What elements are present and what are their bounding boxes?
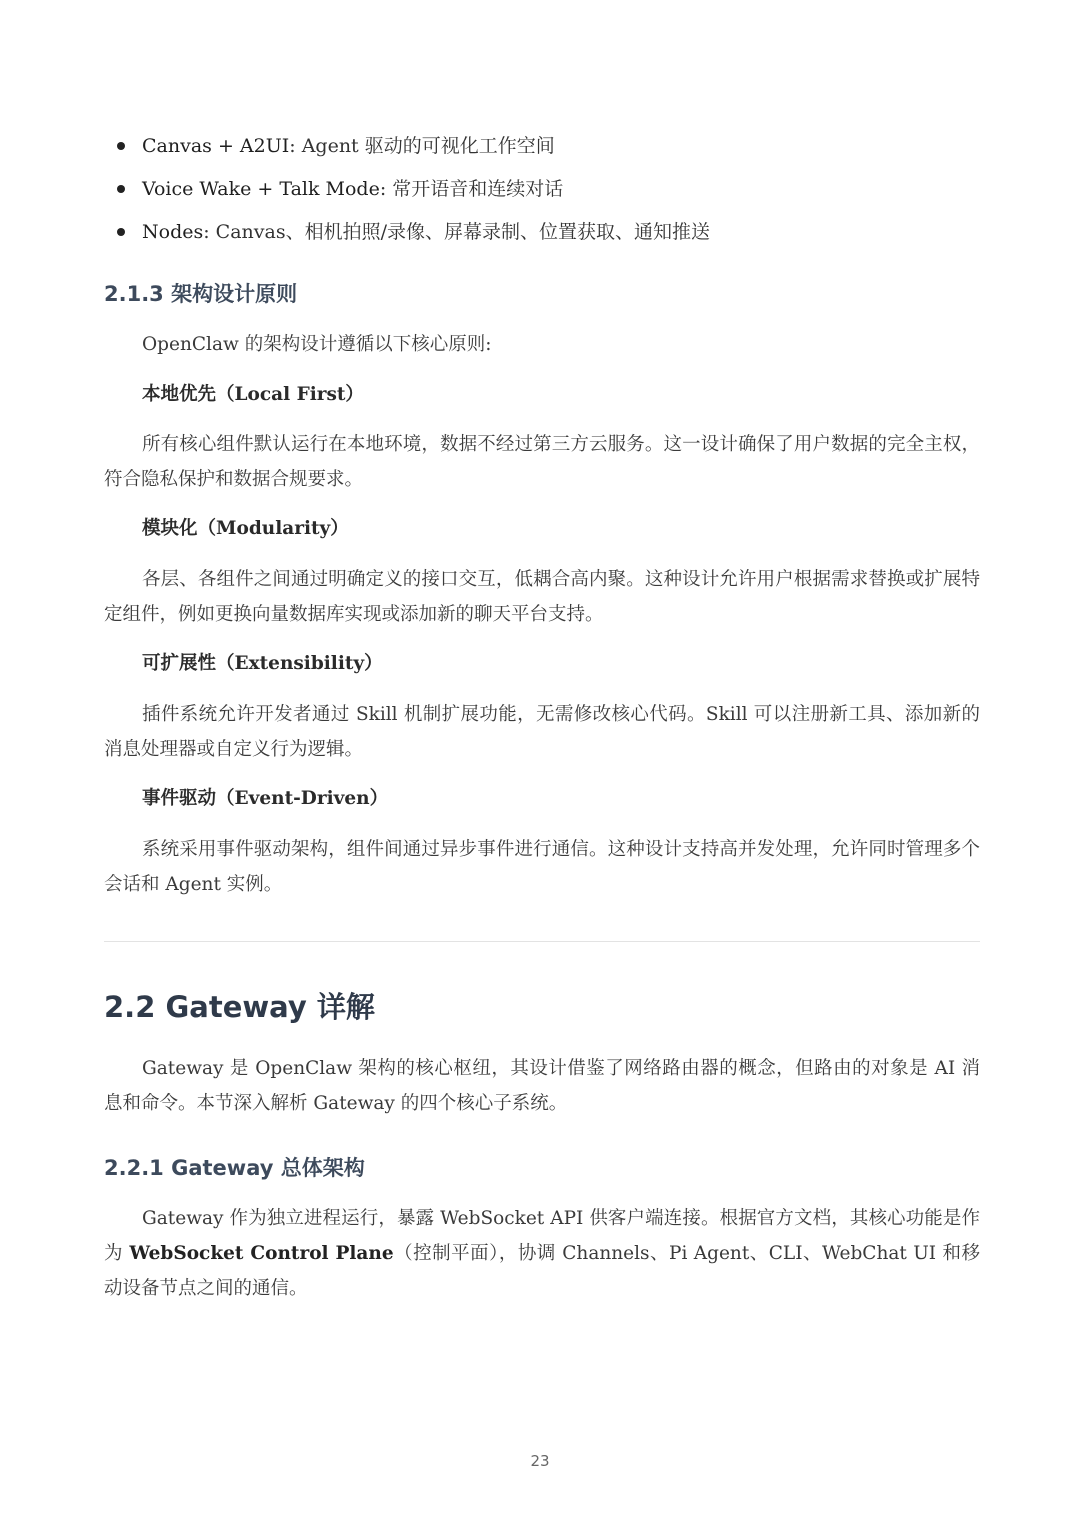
- principle-title-modularity: 模块化（Modularity）: [142, 518, 349, 539]
- bullet-desc: : Agent 驱动的可视化工作空间: [289, 135, 555, 157]
- bullet-icon: [117, 185, 125, 193]
- list-item: [104, 214, 980, 257]
- principle-title-local-first: 本地优先（Local First）: [142, 384, 364, 405]
- section-intro: OpenClaw 的架构设计遵循以下核心原则:: [142, 334, 492, 355]
- body-text: Gateway 作为独立进程运行，暴露 WebSocket API 供客户端连接。根据官方文档，其核心功能是作为: [104, 1208, 980, 1264]
- bullet-desc: : 常开语音和连续对话: [379, 178, 564, 200]
- control-plane-term: WebSocket Control Plane: [129, 1243, 394, 1264]
- list-item: [104, 171, 980, 214]
- bullet-term: Canvas + A2UI: [142, 135, 290, 157]
- principle-body-event-driven: 系统采用事件驱动架构，组件间通过异步事件进行通信。这种设计支持高并发处理，允许同时管理多个会话和 Agent 实例。: [104, 839, 980, 895]
- bullet-icon: [117, 228, 125, 236]
- feature-bullet-list: [104, 128, 980, 257]
- principle-title-extensibility: 可扩展性（Extensibility）: [142, 653, 383, 674]
- bullet-icon: [117, 142, 125, 150]
- gateway-architecture-body: [104, 1201, 980, 1306]
- section-divider: [104, 941, 980, 942]
- bullet-term: Nodes: [142, 221, 204, 243]
- list-item: [104, 128, 980, 171]
- page-number: 23: [530, 1452, 550, 1470]
- body-text: （控制平面），协调 Channels、Pi Agent、CLI、WebChat UI 和移动设备节点之间的通信。: [104, 1243, 980, 1299]
- section-heading-2-2: 2.2 Gateway 详解: [104, 990, 375, 1024]
- section-heading-2-1-3: 2.1.3 架构设计原则: [104, 282, 298, 306]
- principle-title-event-driven: 事件驱动（Event-Driven）: [142, 788, 389, 809]
- section-heading-2-2-1: 2.2.1 Gateway 总体架构: [104, 1156, 365, 1180]
- principle-body-modularity: 各层、各组件之间通过明确定义的接口交互，低耦合高内聚。这种设计允许用户根据需求替换或扩展特定组件，例如更换向量数据库实现或添加新的聊天平台支持。: [104, 569, 980, 625]
- gateway-intro: Gateway 是 OpenClaw 架构的核心枢纽，其设计借鉴了网络路由器的概念，但路由的对象是 AI 消息和命令。本节深入解析 Gateway 的四个核心子系统。: [104, 1058, 980, 1114]
- bullet-term: Voice Wake + Talk Mode: [142, 178, 380, 200]
- bullet-desc: : Canvas、相机拍照/录像、屏幕录制、位置获取、通知推送: [203, 221, 710, 243]
- principle-body-local-first: 所有核心组件默认运行在本地环境，数据不经过第三方云服务。这一设计确保了用户数据的完全主权，符合隐私保护和数据合规要求。: [104, 434, 980, 490]
- principle-body-extensibility: 插件系统允许开发者通过 Skill 机制扩展功能，无需修改核心代码。Skill 可以注册新工具、添加新的消息处理器或自定义行为逻辑。: [104, 704, 980, 760]
